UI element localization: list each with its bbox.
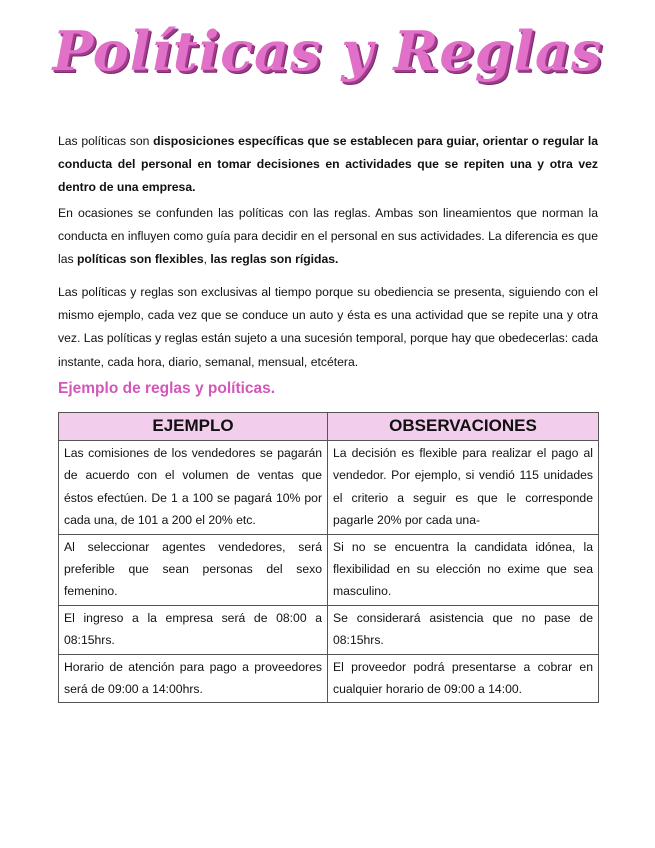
paragraph-text: , bbox=[203, 252, 211, 267]
paragraph-text: Las políticas son bbox=[58, 134, 154, 148]
section-heading: Ejemplo de reglas y políticas. bbox=[58, 380, 276, 397]
paragraph-text: En ocasiones se confunden las políticas con las reglas. Ambas son lineamientos que norman la conducta en influyen como guía para decidir en el personal en sus actividades. La diferencia es que las bbox=[58, 206, 598, 267]
paragraph-temporal: Las políticas y reglas son exclusivas al tiempo porque su obediencia se presenta, siguiendo con el mismo ejemplo, cada vez que se conduce un auto y ésta es una actividad que se repite una y otra vez. Las políticas y reglas están sujeto a una sucesión temporal, porque hay que obedecerlas: cada instante, cada hora, diario, semanal, mensual, etcétera. bbox=[58, 285, 598, 369]
cell-observacion: Si no se encuentra la candidata idónea, la flexibilidad en su elección no exime que sea masculino. bbox=[328, 534, 599, 605]
paragraph-emphasis: las reglas son rígidas. bbox=[210, 252, 339, 267]
cell-observacion: La decisión es flexible para realizar el pago al vendedor. Por ejemplo, si vendió 115 unidades el criterio a seguir es que le corresponde pagarle 20% por cada una- bbox=[328, 441, 599, 535]
table-row bbox=[59, 534, 599, 605]
paragraph-difference bbox=[58, 202, 598, 272]
table-row bbox=[59, 605, 599, 654]
paragraph-emphasis: disposiciones específicas que se establecen para guiar, orientar o regular la conducta del personal en tomar decisiones en actividades que se repiten una y otra vez dentro de una empresa. bbox=[58, 134, 598, 195]
paragraph-definition bbox=[58, 130, 598, 200]
page-title: Políticas y Reglas bbox=[52, 19, 603, 83]
column-header-ejemplo: EJEMPLO bbox=[59, 413, 328, 441]
cell-observacion: El proveedor podrá presentarse a cobrar en cualquier horario de 09:00 a 14:00. bbox=[328, 654, 599, 703]
table-row bbox=[59, 654, 599, 703]
table-header-row bbox=[59, 413, 599, 441]
cell-ejemplo: Las comisiones de los vendedores se pagarán de acuerdo con el volumen de ventas que éstos efectúen. De 1 a 100 se pagará 10% por cada una, de 101 a 200 el 20% etc. bbox=[59, 441, 328, 535]
cell-ejemplo: El ingreso a la empresa será de 08:00 a 08:15hrs. bbox=[59, 605, 328, 654]
cell-ejemplo: Al seleccionar agentes vendedores, será preferible que sean personas del sexo femenino. bbox=[59, 534, 328, 605]
paragraph-emphasis: políticas son flexibles bbox=[76, 252, 204, 267]
column-header-observaciones: OBSERVACIONES bbox=[328, 413, 599, 441]
table-row bbox=[59, 441, 599, 535]
rules-table bbox=[58, 412, 599, 703]
cell-ejemplo: Horario de atención para pago a proveedores será de 09:00 a 14:00hrs. bbox=[59, 654, 328, 703]
cell-observacion: Se considerará asistencia que no pase de 08:15hrs. bbox=[328, 605, 599, 654]
